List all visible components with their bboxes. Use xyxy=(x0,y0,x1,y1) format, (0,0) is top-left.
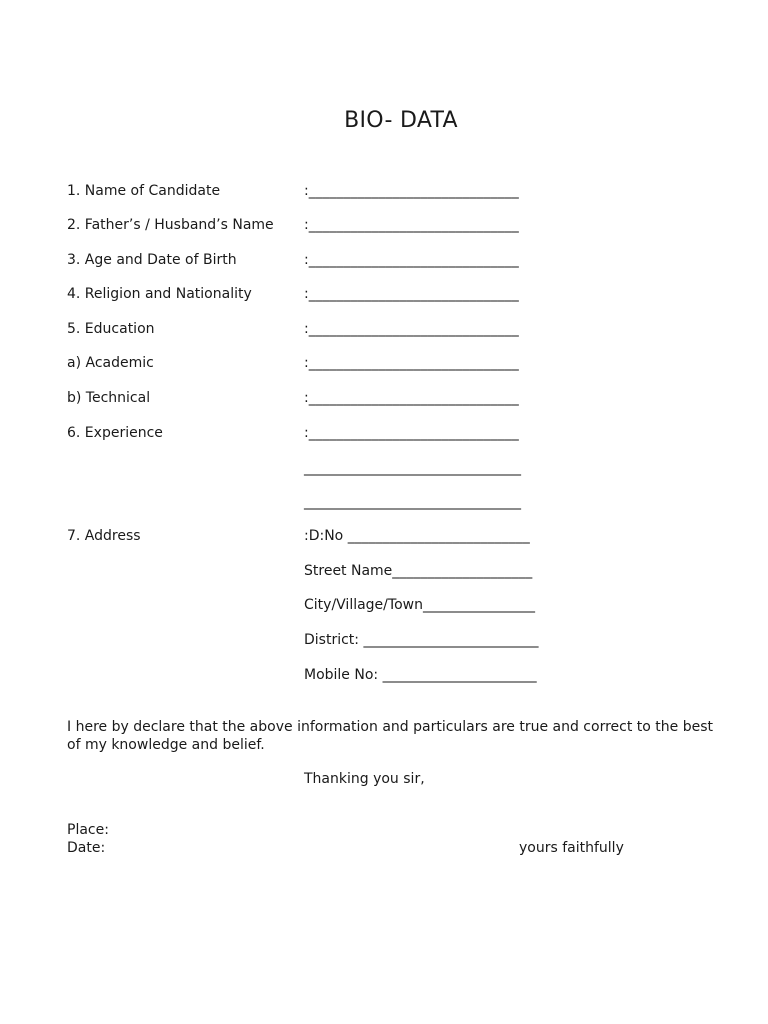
field-label-experience: 6. Experience xyxy=(67,425,163,441)
page-title: BIO- DATA xyxy=(344,108,458,133)
field-blank-age-dob: :______________________________ xyxy=(304,252,519,268)
field-blank-technical: :______________________________ xyxy=(304,390,519,406)
field-label-academic: a) Academic xyxy=(67,355,154,371)
field-blank-name: :______________________________ xyxy=(304,183,519,199)
thanking-text: Thanking you sir, xyxy=(304,771,425,787)
address-line-city: City/Village/Town________________ xyxy=(304,597,535,613)
closing-text: yours faithfully xyxy=(519,840,624,856)
address-line-door-no: :D:No __________________________ xyxy=(304,528,530,544)
declaration-paragraph xyxy=(67,718,727,754)
field-blank-experience-extra-1: _______________________________ xyxy=(304,460,521,476)
field-blank-father-husband-name: :______________________________ xyxy=(304,217,519,233)
field-blank-experience-extra-2: _______________________________ xyxy=(304,494,521,510)
field-label-age-dob: 3. Age and Date of Birth xyxy=(67,252,237,268)
field-blank-religion-nationality: :______________________________ xyxy=(304,286,519,302)
date-label: Date: xyxy=(67,840,106,856)
declaration-line-1: I here by declare that the above information and particulars are true and correct to the best xyxy=(67,719,713,735)
field-label-education: 5. Education xyxy=(67,321,155,337)
field-blank-academic: :______________________________ xyxy=(304,355,519,371)
field-blank-experience: :______________________________ xyxy=(304,425,519,441)
field-blank-education: :______________________________ xyxy=(304,321,519,337)
field-label-religion-nationality: 4. Religion and Nationality xyxy=(67,286,252,302)
address-line-mobile: Mobile No: ______________________ xyxy=(304,667,537,683)
declaration-line-2: of my knowledge and belief. xyxy=(67,737,265,753)
field-label-address: 7. Address xyxy=(67,528,141,544)
field-label-name: 1. Name of Candidate xyxy=(67,183,221,199)
place-label: Place: xyxy=(67,822,109,838)
field-label-father-husband-name: 2. Father’s / Husband’s Name xyxy=(67,217,274,233)
field-label-technical: b) Technical xyxy=(67,390,151,406)
address-line-district: District: _________________________ xyxy=(304,632,539,648)
address-line-street: Street Name____________________ xyxy=(304,563,533,579)
